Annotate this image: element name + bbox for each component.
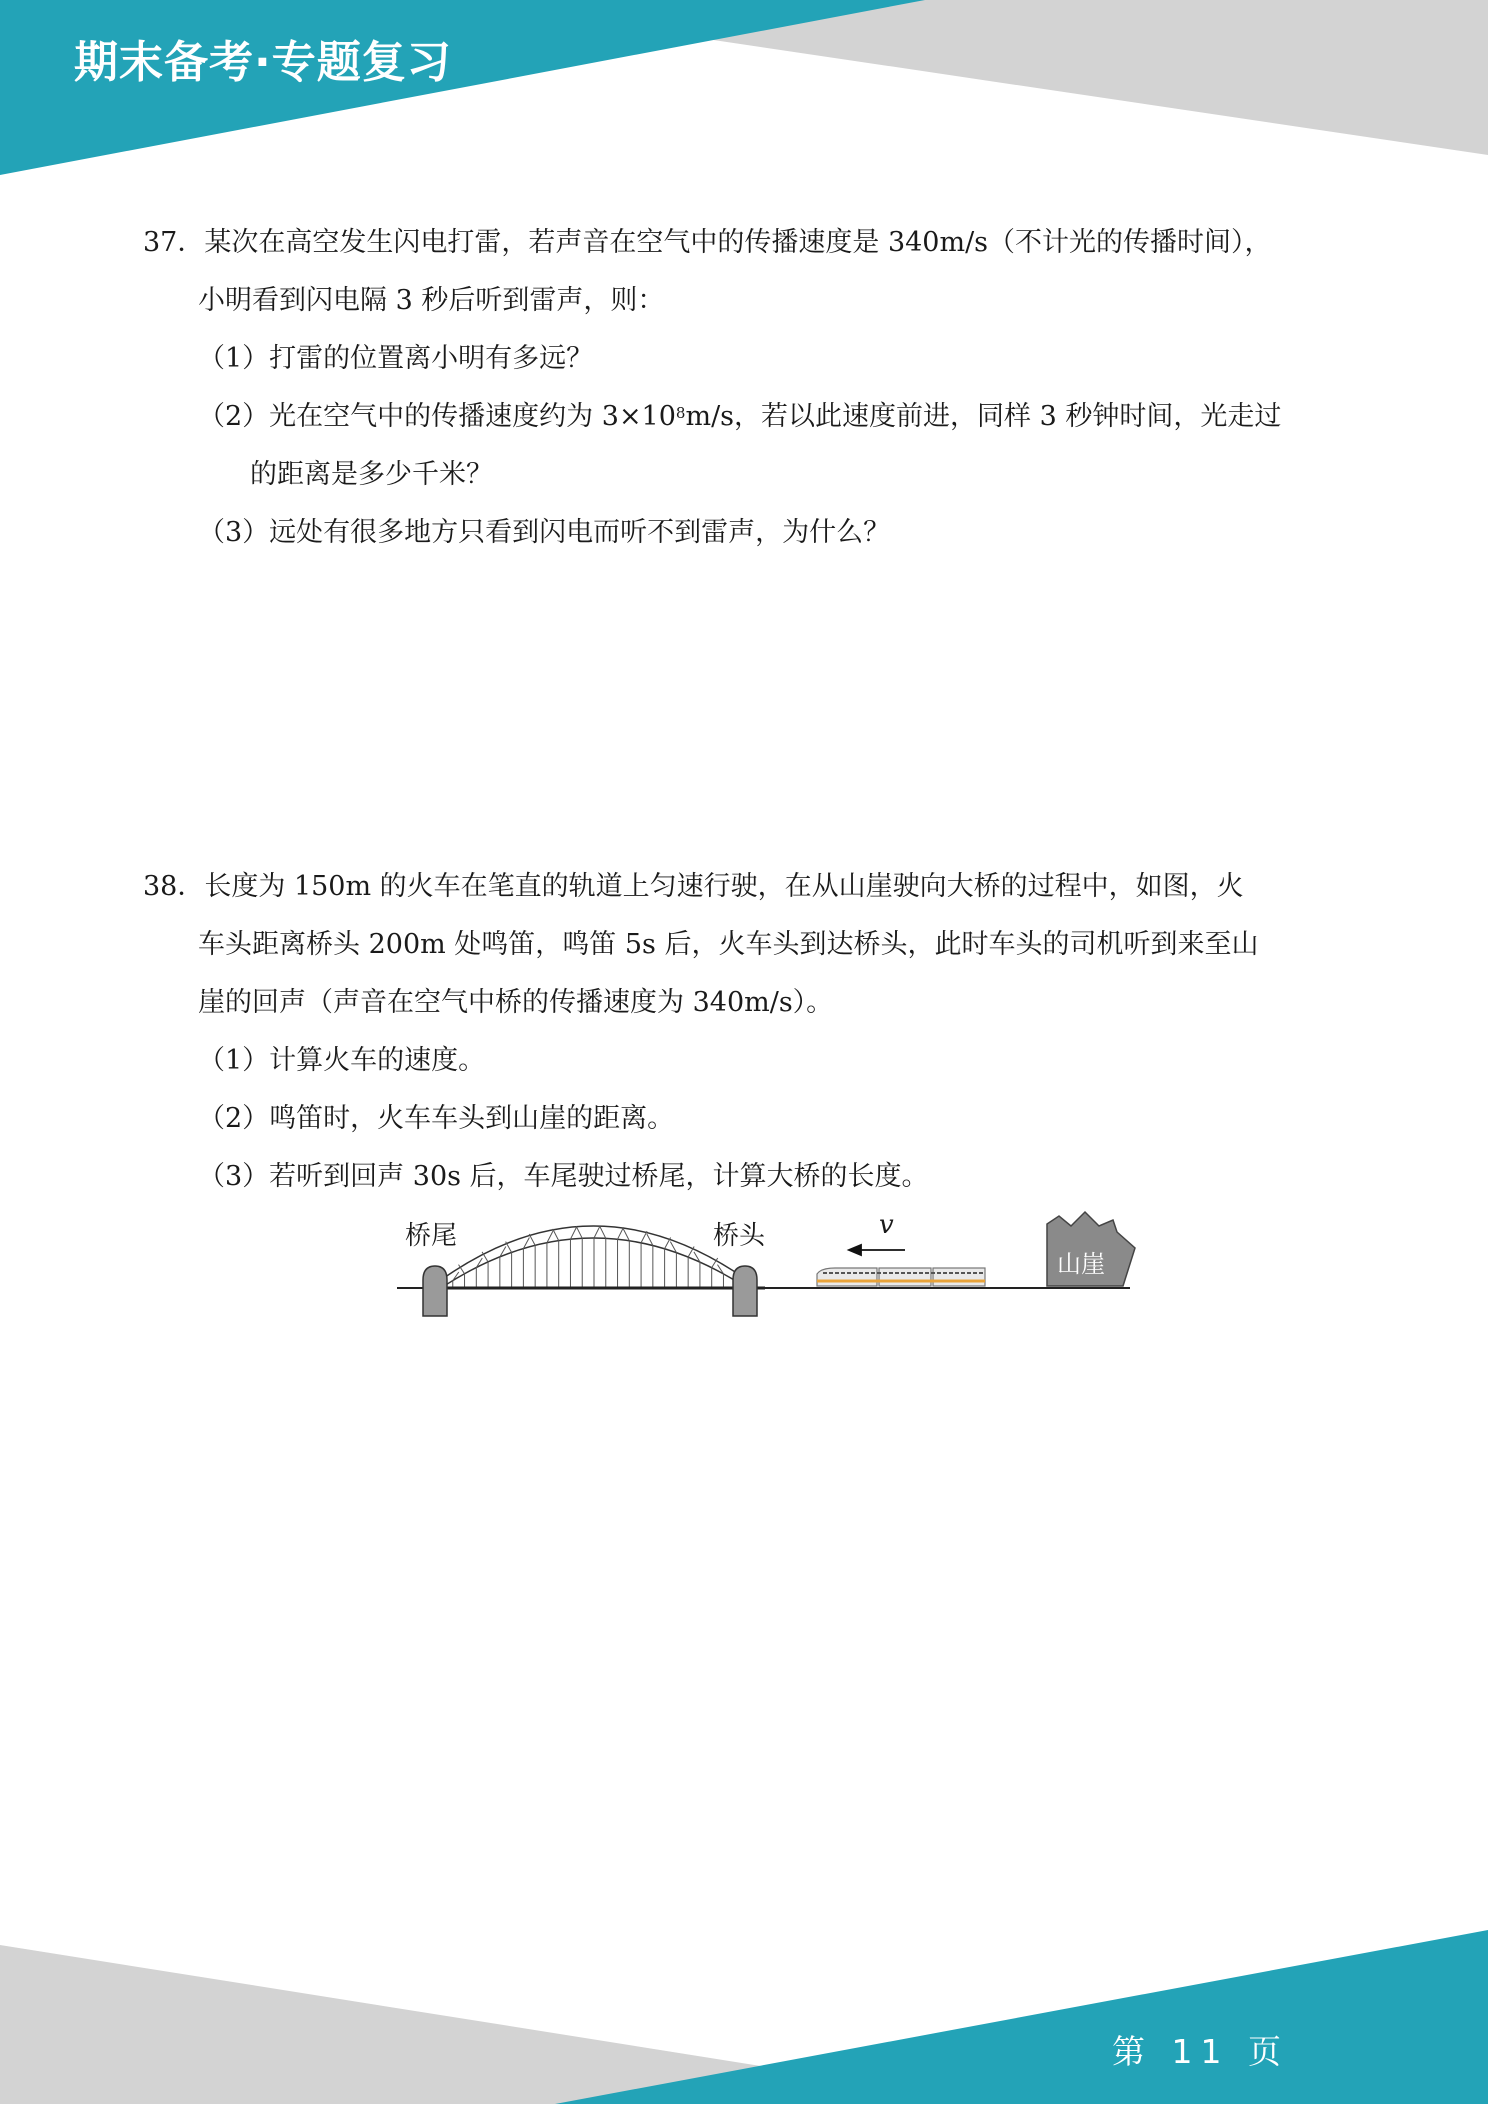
q37-stem-1: 某次在高空发生闪电打雷，若声音在空气中的传播速度是 340m/s（不计光的传播时间），: [204, 227, 1272, 258]
bridge-train-figure: [395, 1210, 1155, 1320]
q38-stem-3: 崖的回声（声音在空气中桥的传播速度为 340m/s）。: [198, 987, 834, 1018]
q37-part-2-exponent: 8: [675, 404, 686, 422]
q37-part-2: [198, 398, 1281, 436]
bridge-pier-right: [733, 1266, 757, 1316]
q38-part-3: （3）若听到回声 30s 后，车尾驶过桥尾，计算大桥的长度。: [198, 1161, 929, 1192]
q38-number: 38．: [143, 871, 205, 902]
page-number: 第 11 页: [1112, 2032, 1289, 2071]
q38-stem-line-1: [143, 868, 1244, 906]
velocity-label: v: [879, 1210, 894, 1240]
q38-part-1: （1）计算火车的速度。: [198, 1045, 486, 1076]
q37-part-1: （1）打雷的位置离小明有多远？: [198, 343, 594, 374]
q37-stem-line-1: [143, 224, 1272, 262]
bridge-pier-left: [423, 1266, 447, 1316]
figure-drawing: [395, 1210, 1155, 1320]
bridge-tail-label: 桥尾: [405, 1221, 458, 1251]
q38-stem-2: 车头距离桥头 200m 处鸣笛，鸣笛 5s 后，火车头到达桥头，此时车头的司机听到来至山: [198, 929, 1259, 960]
q38-part-2: （2）鸣笛时，火车车头到山崖的距离。: [198, 1103, 675, 1134]
q37-part-2-after: m/s，若以此速度前进，同样 3 秒钟时间，光走过: [685, 401, 1282, 432]
train-icon: [817, 1268, 985, 1286]
bridge-truss: [453, 1226, 741, 1288]
header-title: 期末备考·专题复习: [74, 37, 452, 88]
q37-part-2-before: （2）光在空气中的传播速度约为 3×10: [198, 401, 676, 432]
q37-part-2-cont: 的距离是多少千米？: [250, 459, 493, 490]
q37-number: 37．: [143, 227, 205, 258]
q37-part-3: （3）远处有很多地方只看到闪电而听不到雷声，为什么？: [198, 517, 891, 548]
q37-stem-2: 小明看到闪电隔 3 秒后听到雷声，则：: [198, 285, 665, 316]
velocity-arrow-icon: [849, 1245, 905, 1255]
cliff-label: 山崖: [1057, 1250, 1105, 1278]
bridge-head-label: 桥头: [713, 1221, 766, 1251]
q38-stem-1: 长度为 150m 的火车在笔直的轨道上匀速行驶，在从山崖驶向大桥的过程中，如图，火: [204, 871, 1244, 902]
